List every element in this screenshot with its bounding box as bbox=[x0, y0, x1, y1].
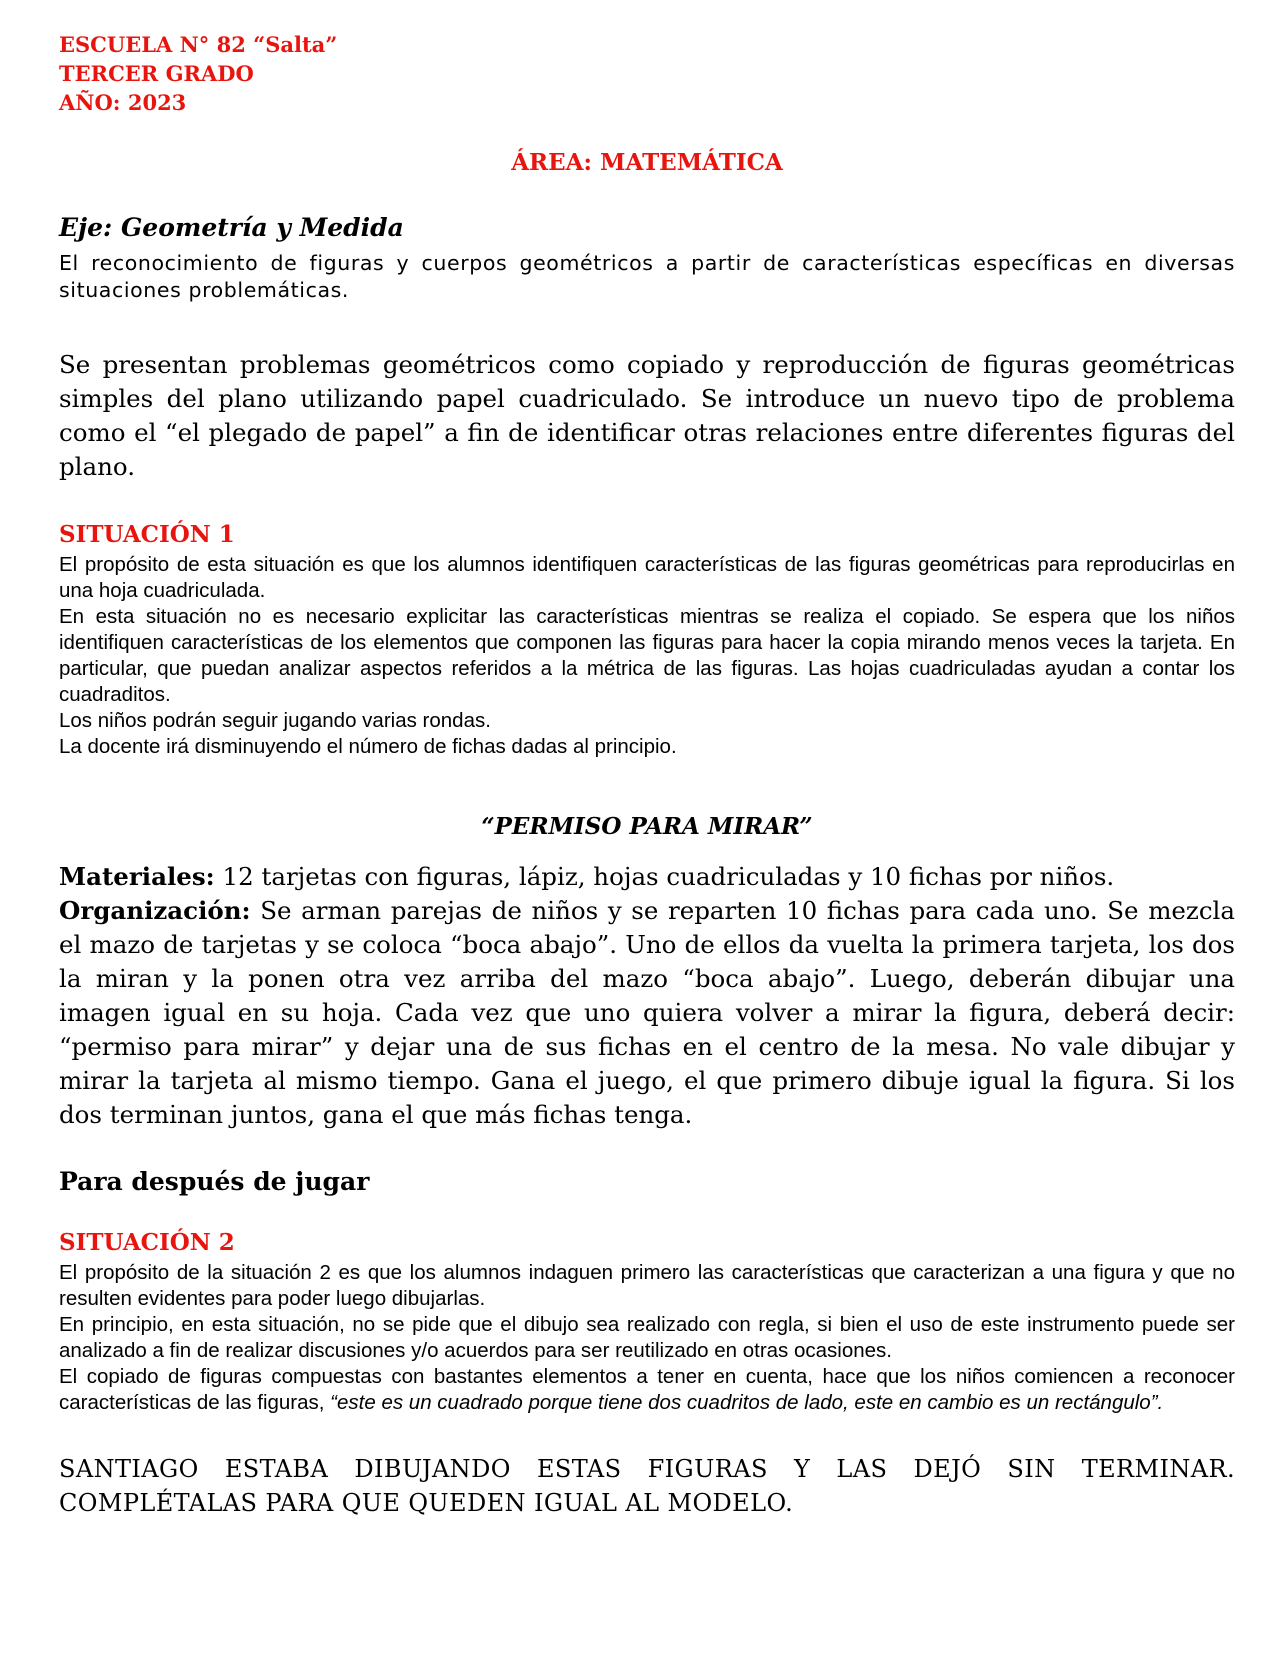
situacion-1-paragraph: Los niños podrán seguir jugando varias rondas. bbox=[59, 709, 491, 732]
year-label: AÑO: 2023 bbox=[59, 90, 187, 115]
organizacion-label: Organización: bbox=[59, 896, 251, 925]
materiales-label: Materiales: bbox=[59, 862, 215, 891]
organizacion-text: Se arman parejas de niños y se reparten 10 fichas para cada uno. Se mezcla el mazo de tarjetas y se coloca “boca abajo”. Uno de ellos da vuelta la primera tarjeta, los dos la miran y la ponen otra vez arriba del mazo “boca abajo”. Luego, deberán dibujar una imagen igual en su hoja. Cada vez que uno quiera volver a mirar la figura, deberá decir: “permiso para mirar” y dejar una de sus fichas en el centro de la mesa. No vale dibujar y mirar la tarjeta al mismo tiempo. Gana el juego, el que primero dibuje igual la figura. Si los dos terminan juntos, gana el que más fichas tenga. bbox=[59, 896, 1235, 1129]
situacion-2-paragraph: El propósito de la situación 2 es que los alumnos indaguen primero las características que caracterizan a una figura y que no resulten evidentes para poder luego dibujarlas. bbox=[59, 1261, 1235, 1310]
situacion-1-title: SITUACIÓN 1 bbox=[59, 521, 235, 548]
document-page bbox=[59, 30, 1235, 1520]
situacion-2-section bbox=[59, 1228, 1235, 1416]
situacion-2-text: El copiado de figuras compuestas con bastantes elementos a tener en cuenta, hace que los niños comiencen a reconocer características de las figuras, bbox=[59, 1365, 1235, 1414]
materiales-paragraph bbox=[59, 860, 1235, 894]
situacion-2-paragraph: En principio, en esta situación, no se pide que el dibujo sea realizado con regla, si bien el uso de este instrumento puede ser analizado a fin de realizar discusiones y/o acuerdos para ser reutilizado en otras ocasiones. bbox=[59, 1313, 1235, 1362]
situacion-1-section bbox=[59, 520, 1235, 760]
eje-title: Eje: Geometría y Medida bbox=[59, 213, 404, 242]
organizacion-paragraph bbox=[59, 894, 1235, 1132]
game-section bbox=[59, 812, 1235, 1132]
school-name: ESCUELA N° 82 “Salta” bbox=[59, 32, 338, 57]
situacion-1-paragraph: La docente irá disminuyendo el número de fichas dadas al principio. bbox=[59, 735, 677, 758]
materiales-text: 12 tarjetas con figuras, lápiz, hojas cuadriculadas y 10 fichas por niños. bbox=[214, 862, 1115, 891]
eje-description: El reconocimiento de figuras y cuerpos geométricos a partir de características específicas en diversas situaciones problemáticas. bbox=[59, 251, 1235, 302]
area-title: ÁREA: MATEMÁTICA bbox=[511, 149, 783, 176]
situacion-2-quote: “este es un cuadrado porque tiene dos cuadritos de lado, este en cambio es un rectángulo”. bbox=[330, 1391, 1164, 1414]
situacion-2-paragraph bbox=[59, 1364, 1235, 1416]
situacion-1-paragraph: En esta situación no es necesario explicitar las características mientras se realiza el copiado. Se espera que los niños identifiquen características de los elementos que componen las figuras para hacer la copia mirando menos veces la tarjeta. En particular, que puedan analizar aspectos referidos a la métrica de las figuras. Las hojas cuadriculadas ayudan a contar los cuadraditos. bbox=[59, 605, 1235, 706]
situacion-1-paragraph: El propósito de esta situación es que los alumnos identifiquen características de las figuras geométricas para reproducirlas en una hoja cuadriculada. bbox=[59, 553, 1235, 602]
intro-paragraph: Se presentan problemas geométricos como copiado y reproducción de figuras geométricas simples del plano utilizando papel cuadriculado. Se introduce un nuevo tipo de problema como el “el plegado de papel” a fin de identificar otras relaciones entre diferentes figuras del plano. bbox=[59, 350, 1235, 481]
instruction-text: SANTIAGO ESTABA DIBUJANDO ESTAS FIGURAS Y LAS DEJÓ SIN TERMINAR. COMPLÉTALAS PARA QUE QUEDEN IGUAL AL MODELO. bbox=[59, 1455, 1235, 1517]
game-title: “PERMISO PARA MIRAR” bbox=[481, 813, 813, 840]
grade-label: TERCER GRADO bbox=[59, 61, 254, 86]
after-game-heading: Para después de jugar bbox=[59, 1167, 370, 1196]
situacion-2-title: SITUACIÓN 2 bbox=[59, 1229, 235, 1256]
